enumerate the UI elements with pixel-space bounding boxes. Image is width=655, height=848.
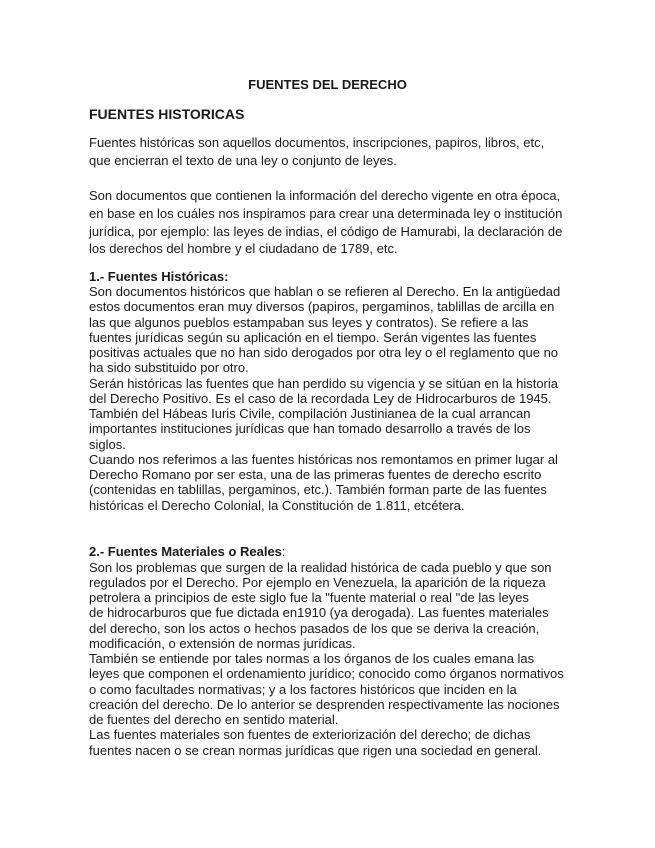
paragraph-line: de hidrocarburos que fue dictada en1910 (ya derogada). Las fuentes materiales	[89, 605, 549, 620]
paragraph-line: que encierran el texto de una ley o conjunto de leyes.	[89, 153, 397, 168]
paragraph-line: (contenidas en tablillas, pergaminos, etc.). También forman parte de las fuentes	[89, 482, 547, 497]
paragraph-line: Derecho Romano por ser esta, una de las primeras fuentes de derecho escrito	[89, 467, 542, 482]
paragraph-line: históricas el Derecho Colonial, la Constitución de 1.811, etcétera.	[89, 498, 465, 513]
paragraph-line: del Derecho Positivo. Es el caso de la recordada Ley de Hidrocarburos de 1945.	[89, 391, 552, 406]
paragraph-line: Son los problemas que surgen de la realidad histórica de cada pueblo y que son	[89, 560, 552, 575]
paragraph-line: los derechos del hombre y el ciudadano de 1789, etc.	[89, 241, 398, 256]
paragraph-line: Son documentos históricos que hablan o se refieren al Derecho. En la antigüedad	[89, 284, 561, 299]
paragraph-line: creación del derecho. De lo anterior se desprenden respectivamente las nociones	[89, 697, 560, 712]
paragraph-line: petrolera a principios de este siglo fue la "fuente material o real "de las leyes	[89, 590, 529, 605]
paragraph-line: o como facultades normativas; y a los factores históricos que inciden en la	[89, 682, 517, 697]
paragraph-line: jurídica, por ejemplo: las leyes de indias, el código de Hamurabi, la declaración de	[89, 224, 563, 239]
document-title: FUENTES DEL DERECHO	[248, 77, 407, 92]
paragraph-line: en base en los cuáles nos inspiramos para crear una determinada ley o institución	[89, 206, 563, 221]
paragraph-line: Fuentes históricas son aquellos documentos, inscripciones, papiros, libros, etc,	[89, 135, 545, 150]
paragraph-line: Cuando nos referimos a las fuentes históricas nos remontamos en primer lugar al	[89, 452, 558, 467]
subsection-heading: 2.- Fuentes Materiales o Reales	[89, 544, 282, 559]
paragraph-line: importantes instituciones jurídicas que han tomado desarrollo a través de los	[89, 421, 531, 436]
paragraph-line: ha sido substituido por otro.	[89, 360, 249, 375]
subsection-heading-row	[89, 544, 286, 560]
heading-colon: :	[281, 544, 286, 559]
paragraph-line: estos documentos eran muy diversos (papiros, pergaminos, tablillas de arcilla en	[89, 299, 555, 314]
paragraph-line: siglos.	[89, 437, 126, 452]
paragraph-line: Las fuentes materiales son fuentes de exteriorización del derecho; de dichas	[89, 727, 531, 742]
paragraph-line: modificación, o extensión de normas jurídicas.	[89, 636, 356, 651]
section-heading: FUENTES HISTORICAS	[89, 106, 245, 122]
paragraph-line: leyes que componen el ordenamiento jurídico; conocido como órganos normativos	[89, 666, 564, 681]
paragraph-line: También del Hábeas Iuris Civile, compilación Justinianea de la cual arrancan	[89, 406, 531, 421]
paragraph-line: las que algunos pueblos estampaban sus leyes y contratos). Se refiere a las	[89, 315, 529, 330]
paragraph-line: regulados por el Derecho. Por ejemplo en Venezuela, la aparición de la riqueza	[89, 575, 546, 590]
paragraph-line: de fuentes del derecho en sentido material.	[89, 712, 339, 727]
paragraph-line: fuentes nacen o se crean normas jurídicas que rigen una sociedad en general.	[89, 743, 542, 758]
paragraph-line: del derecho, son los actos o hechos pasados de los que se deriva la creación,	[89, 621, 540, 636]
paragraph-line: Serán históricas las fuentes que han perdido su vigencia y se sitúan en la historia	[89, 376, 559, 391]
paragraph-line: positivas actuales que no han sido derogados por otra ley o el reglamento que no	[89, 345, 559, 360]
subsection-heading: 1.- Fuentes Históricas:	[89, 269, 229, 284]
paragraph-line: Son documentos que contienen la información del derecho vigente en otra época,	[89, 188, 561, 203]
paragraph-line: También se entiende por tales normas a los órganos de los cuales emana las	[89, 651, 535, 666]
paragraph-line: fuentes jurídicas según su aplicación en el tiempo. Serán vigentes las fuentes	[89, 330, 537, 345]
